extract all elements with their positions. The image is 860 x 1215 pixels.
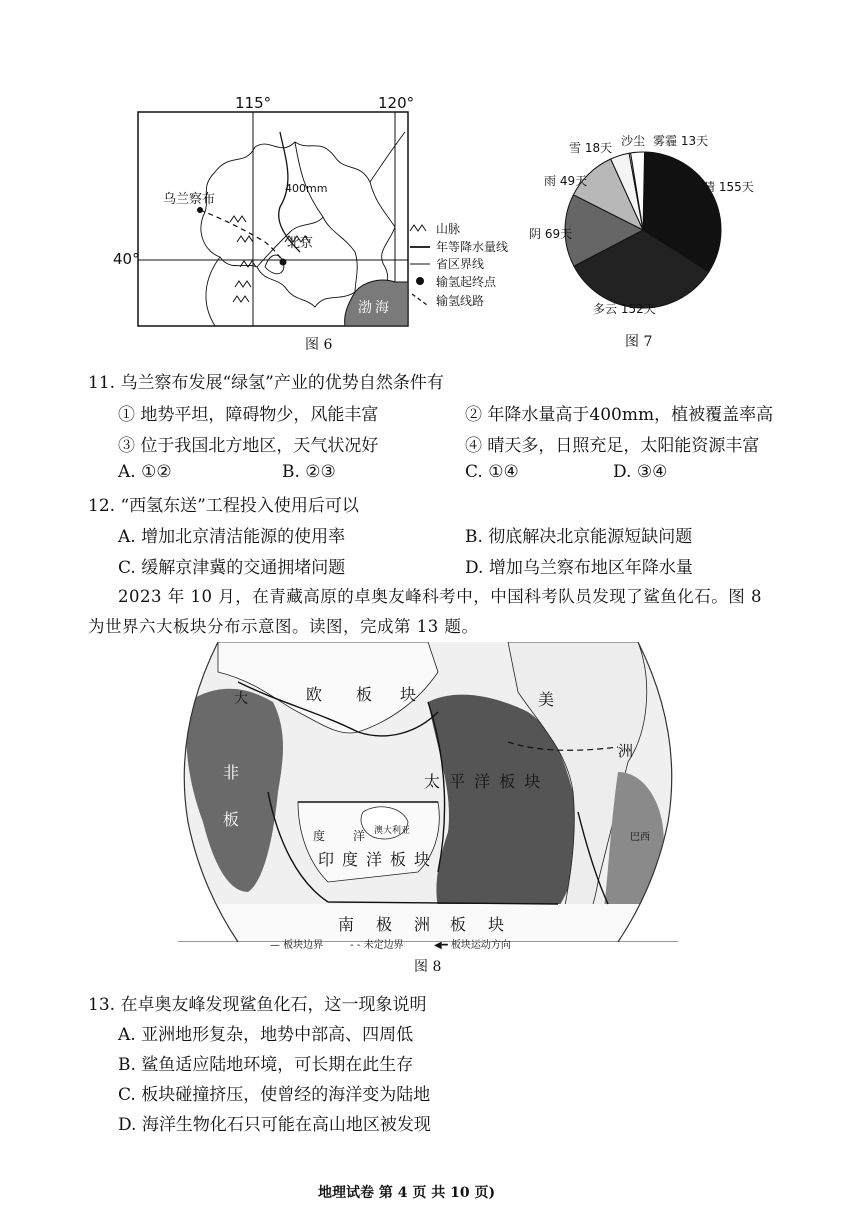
legend-route: 输氢线路	[436, 294, 485, 308]
q13-stem: 13. 在卓奥友峰发现鲨鱼化石，这一现象说明	[88, 995, 427, 1015]
q11-option-b[interactable]: B. ②③	[282, 462, 336, 482]
legend-isohyet: 年等降水量线	[436, 240, 509, 254]
plate-label-indian-kuai: 块	[414, 850, 431, 869]
plate-label-eurasia-kuai: 块	[400, 685, 417, 704]
plate-label-america-zhou: 洲	[618, 742, 634, 760]
q13-option-b[interactable]: B. 鲨鱼适应陆地环境，可长期在此生存	[118, 1055, 414, 1075]
q13-option-c[interactable]: C. 板块碰撞挤压，使曾经的海洋变为陆地	[118, 1085, 431, 1105]
plate-label-antarctic-ban: 板	[450, 915, 467, 934]
beijing-label: 北京	[287, 236, 314, 251]
q12-option-c[interactable]: C. 缓解京津冀的交通拥堵问题	[118, 558, 346, 578]
isohyet-400mm-label: 400mm	[285, 182, 328, 195]
figure-7	[525, 128, 765, 353]
q11-statement-3: ③ 位于我国北方地区，天气状况好	[118, 436, 379, 456]
q13-intro-line-1: 2023 年 10 月，在青藏高原的卓奥友峰科考中，中国科考队员发现了鲨鱼化石。图 8	[118, 587, 762, 606]
longitude-115-label: 115°	[235, 94, 272, 112]
q12-option-b[interactable]: B. 彻底解决北京能源短缺问题	[465, 527, 693, 547]
plate-label-indian-yang: 洋	[366, 850, 383, 869]
pie-label-sunny: 晴 155天	[703, 180, 754, 194]
plate-label-yang: 洋	[353, 829, 366, 843]
figure-6-map	[105, 92, 525, 360]
pie-label-snow: 雪 18天	[569, 141, 613, 155]
figure-6-caption: 图 6	[305, 337, 333, 353]
legend-plate-motion: ◀━ 板块运动方向	[434, 940, 511, 951]
q11-statement-1: ① 地势平坦，障碍物少，风能丰富	[118, 405, 379, 425]
plate-label-indian-du: 度	[342, 850, 359, 869]
q11-option-a[interactable]: A. ①②	[118, 462, 172, 482]
latitude-40-label: 40°	[113, 250, 140, 268]
page-footer: 地理试卷 第 4 页 共 10 页)	[318, 1185, 496, 1201]
plate-label-antarctic-nan: 南	[338, 915, 355, 934]
pie-label-cloudy: 多云 152天	[593, 302, 656, 316]
plate-label-du: 度	[313, 829, 326, 843]
pie-label-haze: 雾霾 13天	[653, 134, 709, 148]
figure-8	[178, 642, 678, 977]
figure-6	[105, 92, 525, 360]
legend-plate-boundary: — 板块边界	[270, 940, 324, 951]
plate-label-indian-ban: 板	[390, 850, 407, 869]
plate-label-pacific: 太 平 洋 板 块	[424, 772, 543, 791]
plate-label-ban: 板	[223, 810, 240, 829]
plate-label-eurasia-ou: 欧	[306, 685, 323, 704]
q13-option-a[interactable]: A. 亚洲地形复杂，地势中部高、四周低	[118, 1025, 414, 1045]
q13-intro-line-2: 为世界六大板块分布示意图。读图，完成第 13 题。	[88, 617, 479, 636]
plate-label-antarctic-zhou: 洲	[414, 915, 431, 934]
q11-statement-4: ④ 晴天多，日照充足，太阳能资源丰富	[465, 436, 760, 456]
q11-option-d[interactable]: D. ③④	[613, 462, 668, 482]
legend-mountain: 山脉	[436, 222, 461, 236]
plate-label-da: 大	[234, 691, 248, 707]
longitude-120-label: 120°	[378, 94, 415, 112]
q12-stem: 12. “西氢东送”工程投入使用后可以	[88, 496, 359, 516]
plate-label-indian-yin: 印	[318, 850, 335, 869]
figure-8-caption: 图 8	[414, 959, 442, 975]
legend-boundary: 省区界线	[436, 257, 485, 271]
q13-option-d[interactable]: D. 海洋生物化石只可能在高山地区被发现	[118, 1115, 431, 1135]
wulanchabu-label: 乌兰察布	[163, 192, 216, 207]
plate-label-eurasia-ban: 板	[356, 685, 373, 704]
pie-label-overcast: 阴 69天	[529, 227, 573, 241]
figure-8-map	[178, 642, 678, 942]
plate-label-fei: 非	[223, 763, 240, 782]
legend-undetermined-boundary: - - 未定边界	[350, 940, 404, 951]
q11-stem: 11. 乌兰察布发展“绿氢”产业的优势自然条件有	[88, 373, 444, 393]
bohai-label: 渤海	[358, 300, 392, 316]
legend-endpoint: 输氢起终点	[436, 275, 497, 289]
plate-label-brazil: 巴西	[630, 832, 650, 843]
q12-option-d[interactable]: D. 增加乌兰察布地区年降水量	[465, 558, 693, 578]
plate-label-antarctic-kuai: 块	[488, 915, 505, 934]
plate-label-america-mei: 美	[538, 690, 555, 709]
pie-label-dust: 沙尘	[621, 134, 646, 148]
plate-label-antarctic-ji: 极	[376, 915, 393, 934]
q12-option-a[interactable]: A. 增加北京清洁能源的使用率	[118, 527, 346, 547]
figure-7-caption: 图 7	[625, 334, 653, 350]
plate-label-australia: 澳大利亚	[374, 826, 411, 836]
pie-label-rain: 雨 49天	[544, 174, 588, 188]
q11-statement-2: ② 年降水量高于400mm，植被覆盖率高	[465, 405, 774, 425]
q11-option-c[interactable]: C. ①④	[465, 462, 519, 482]
